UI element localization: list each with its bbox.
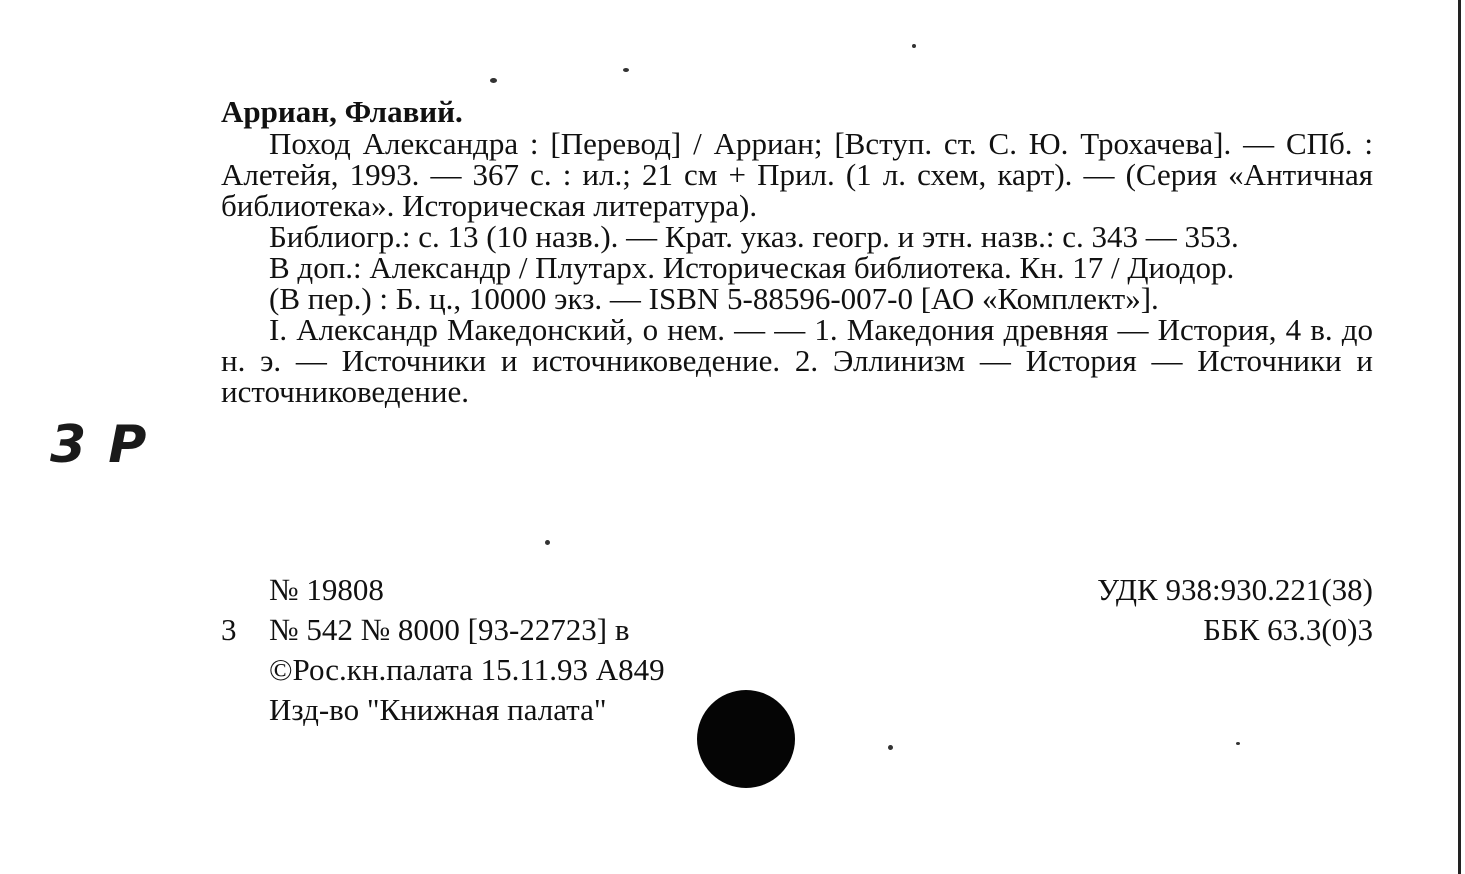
title-paragraph: Поход Александра : [Перевод] / Арриан; [Вступ. ст. С. Ю. Трохачева]. — СПб. : Алетейя, 1993. — 367 с. : ил.; 21 см + Прил. (1 л. схем, карт). — (Серия «Античная библиотека». Историческая литература).: [221, 126, 1373, 223]
handwritten-shelf-mark: 3 Р: [50, 415, 149, 475]
scan-speck: [490, 78, 497, 83]
scan-speck: [545, 540, 550, 545]
record-number: № 19808: [269, 572, 384, 607]
footer-right: [973, 570, 1373, 650]
bbk-code: ББК 63.3(0)3: [1203, 612, 1373, 647]
punch-hole: [697, 690, 795, 788]
bibliographic-description: [221, 96, 1373, 407]
record-number-row: [221, 570, 821, 610]
scan-speck: [623, 68, 629, 72]
scan-speck: [912, 44, 916, 48]
copyright-row: [221, 650, 821, 690]
subject-tracings: I. Александр Македонский, о нем. — — 1. Македония древняя — История, 4 в. до н. э. — Источники и источниковедение. 2. Эллинизм — История — Источники и источниковедение.: [221, 312, 1373, 409]
scan-speck: [888, 745, 893, 750]
card-edge: [1458, 0, 1461, 874]
codes-row: [221, 610, 821, 650]
supplement-note: В доп.: Александр / Плутарх. Историческая библиотека. Кн. 17 / Диодор.: [269, 250, 1235, 285]
author-heading: Арриан, Флавий.: [221, 94, 463, 129]
publisher-line: Изд-во "Книжная палата": [269, 692, 607, 727]
udc-code: УДК 938:930.221(38): [1097, 572, 1373, 607]
lead-number: 3: [221, 612, 237, 647]
binding-isbn-note: (В пер.) : Б. ц., 10000 экз. — ISBN 5-88596-007-0 [АО «Комплект»].: [269, 281, 1159, 316]
scan-speck: [1236, 742, 1240, 745]
codes-line: № 542 № 8000 [93-22723] в: [269, 612, 630, 647]
copyright-line: ©Рос.кн.палата 15.11.93 А849: [269, 652, 665, 687]
bibliography-note: Библиогр.: с. 13 (10 назв.). — Крат. указ. геогр. и этн. назв.: с. 343 — 353.: [269, 219, 1239, 254]
